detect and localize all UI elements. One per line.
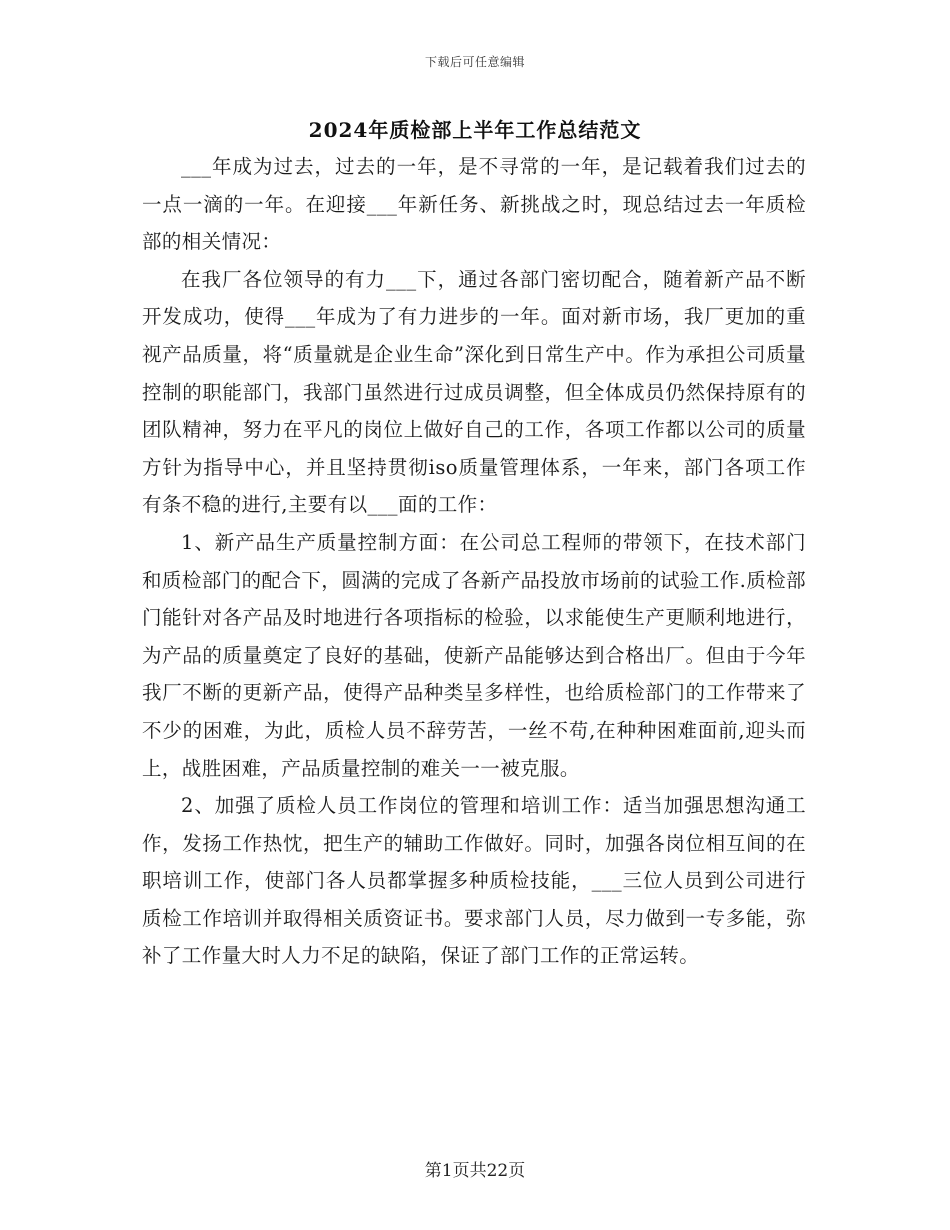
download-note: 下载后可任意编辑: [424, 55, 525, 69]
paragraph-staff-training: 2、加强了质检人员工作岗位的管理和培训工作：适当加强思想沟通工作，发扬工作热忱，把生产的辅助工作做好。同时，加强各岗位相互间的在职培训工作，使部门各人员都掌握多种质检技能，___三位人员到公司进行质检工作培训并取得相关质资证书。要求部门人员，尽力做到一专多能，弥补了工作量大时人力不足的缺陷，保证了部门工作的正常运转。: [142, 794, 806, 968]
page-number: 第1页共22页: [424, 1161, 526, 1181]
paragraph-intro: ___年成为过去，过去的一年，是不寻常的一年，是记载着我们过去的一点一滴的一年。在迎接___年新任务、新挑战之时，现总结过去一年质检部的相关情况：: [142, 155, 806, 254]
document-body: [142, 148, 806, 975]
document-title: 2024年质检部上半年工作总结范文: [308, 118, 642, 142]
paragraph-new-product-quality: 1、新产品生产质量控制方面：在公司总工程师的带领下，在技术部门和质检部门的配合下，圆满的完成了各新产品投放市场前的试验工作.质检部门能针对各产品及时地进行各项指标的检验，以求能使生产更顺利地进行，为产品的质量奠定了良好的基础，使新产品能够达到合格出厂。但由于今年我厂不断的更新产品，使得产品种类呈多样性，也给质检部门的工作带来了不少的困难，为此，质检人员不辞劳苦，一丝不苟,在种种困难面前,迎头而上，战胜困难，产品质量控制的难关一一被克服。: [142, 530, 806, 780]
paragraph-overview: 在我厂各位领导的有力___下，通过各部门密切配合，随着新产品不断开发成功，使得___年成为了有力进步的一年。面对新市场，我厂更加的重视产品质量，将“质量就是企业生命”深化到日常生产中。作为承担公司质量控制的职能部门，我部门虽然进行过成员调整，但全体成员仍然保持原有的团队精神，努力在平凡的岗位上做好自己的工作，各项工作都以公司的质量方针为指导中心，并且坚持贯彻iso质量管理体系，一年来，部门各项工作有条不稳的进行,主要有以___面的工作：: [142, 267, 806, 517]
